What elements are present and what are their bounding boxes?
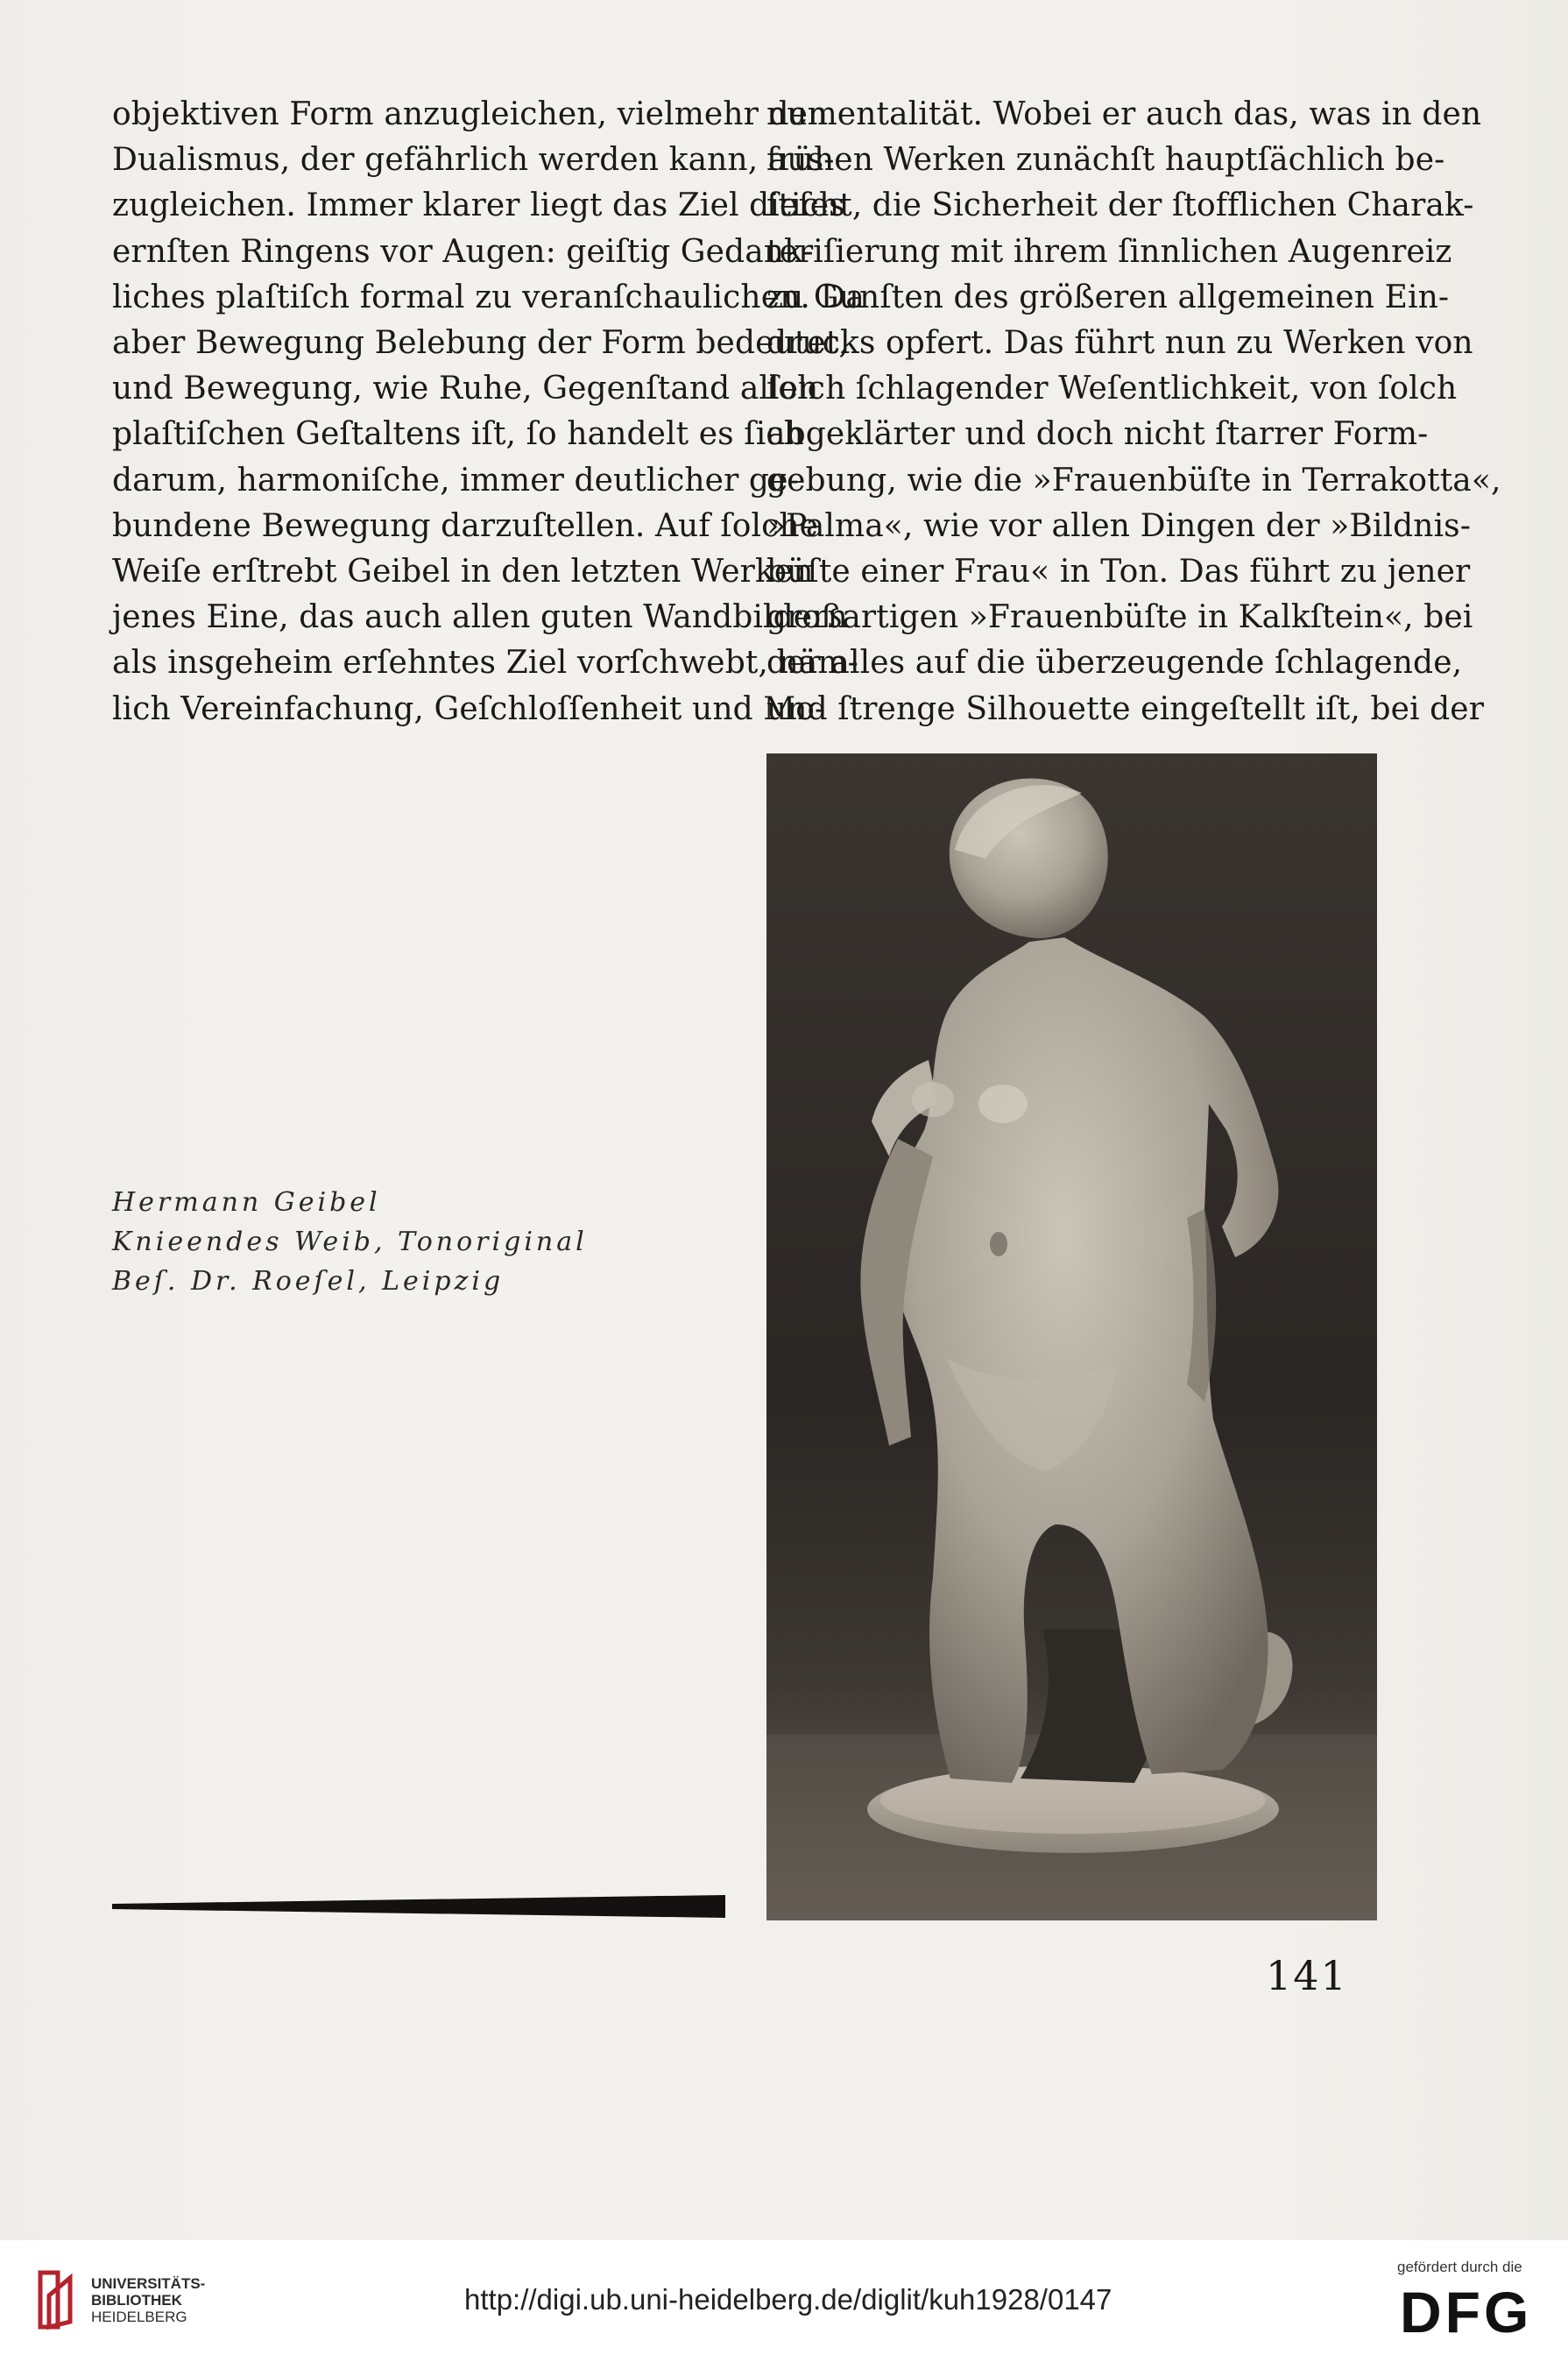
caption-owner: Beſ. Dr. Roeſel, Leipzig [112, 1266, 505, 1297]
sculpture-photograph [766, 753, 1377, 1920]
left-column-line: aber Bewegung Belebung der Form bedeutet, [112, 325, 849, 362]
left-column-line: darum, harmoniſche, immer deutlicher ge- [112, 462, 799, 499]
left-column-line: lich Vereinfachung, Geſchloſſenheit und Mo- [112, 690, 826, 727]
right-column-line: frühen Werken zunächſt hauptſächlich be- [766, 142, 1445, 179]
left-column-line: plaſtiſchen Geſtaltens iſt, ſo handelt es ſich [112, 416, 804, 453]
left-column-line: bundene Bewegung darzuſtellen. Auf ſolche [112, 507, 819, 544]
permalink-url[interactable]: http://digi.ub.uni-heidelberg.de/diglit/kuh1928/0147 [464, 2283, 1112, 2316]
caption-artist: Hermann Geibel [112, 1187, 381, 1218]
right-column-line: abgeklärter und doch nicht ſtarrer Form- [766, 416, 1429, 453]
right-column-line: ſticht, die Sicherheit der ſtofflichen Charak- [766, 187, 1474, 224]
left-column-line: als insgeheim erſehntes Ziel vorſchwebt, näm- [112, 645, 858, 682]
right-column-line: numentalität. Wobei er auch das, was in den [766, 96, 1482, 132]
right-column-line: gebung, wie die »Frauenbüſte in Terrakotta«, [766, 462, 1501, 499]
left-text-column [112, 92, 865, 732]
dfg-logo-icon: DFG [1400, 2280, 1533, 2344]
left-column-line: zugleichen. Immer klarer liegt das Ziel dieſes [112, 187, 845, 224]
figure-caption [112, 1183, 588, 1301]
right-column-line: der alles auf die überzeugende ſchlagende, [766, 645, 1463, 682]
right-column-line: »Palma«, wie vor allen Dingen der »Bildnis- [766, 507, 1472, 544]
left-column-line: ernſten Ringens vor Augen: geiſtig Gedank- [112, 233, 814, 270]
page-number: 141 [1266, 1952, 1348, 1999]
sponsor-label: gefördert durch die [1397, 2259, 1522, 2275]
right-column-line: teriſierung mit ihrem ſinnlichen Augenreiz [766, 233, 1452, 270]
right-column-line: und ſtrenge Silhouette eingeſtellt iſt, bei der [766, 690, 1485, 727]
left-column-line: Weiſe erſtrebt Geibel in den letzten Werken [112, 554, 814, 591]
right-column-line: drucks opfert. Das führt nun zu Werken von [766, 325, 1473, 362]
right-column-line: ſolch ſchlagender Weſentlichkeit, von ſolch [766, 371, 1458, 407]
right-column-line: büſte einer Frau« in Ton. Das führt zu jener [766, 554, 1471, 591]
left-column-line: objektiven Form anzugleichen, vielmehr den [112, 96, 829, 132]
library-name [91, 2275, 205, 2325]
decorative-rule [112, 1892, 725, 1921]
left-column-line: und Bewegung, wie Ruhe, Gegenſtand allen [112, 371, 819, 407]
caption-title: Knieendes Weib, Tonoriginal [112, 1227, 588, 1257]
left-column-line: Dualismus, der gefährlich werden kann, aus- [112, 142, 835, 179]
library-line-2: BIBLIOTHEK [91, 2292, 182, 2309]
library-line-3: HEIDELBERG [91, 2309, 187, 2325]
ub-heidelberg-logo-icon [35, 2269, 81, 2330]
right-text-column [766, 92, 1501, 732]
right-column-line: großartigen »Frauenbüſte in Kalkſtein«, bei [766, 599, 1473, 636]
left-column-line: jenes Eine, das auch allen guten Wandbildern [112, 599, 848, 636]
right-column-line: zu Gunſten des größeren allgemeinen Ein- [766, 279, 1450, 315]
library-line-1: UNIVERSITÄTS- [91, 2275, 206, 2292]
left-column-line: liches plaſtiſch formal zu veranſchaulichen. Da [112, 279, 865, 315]
